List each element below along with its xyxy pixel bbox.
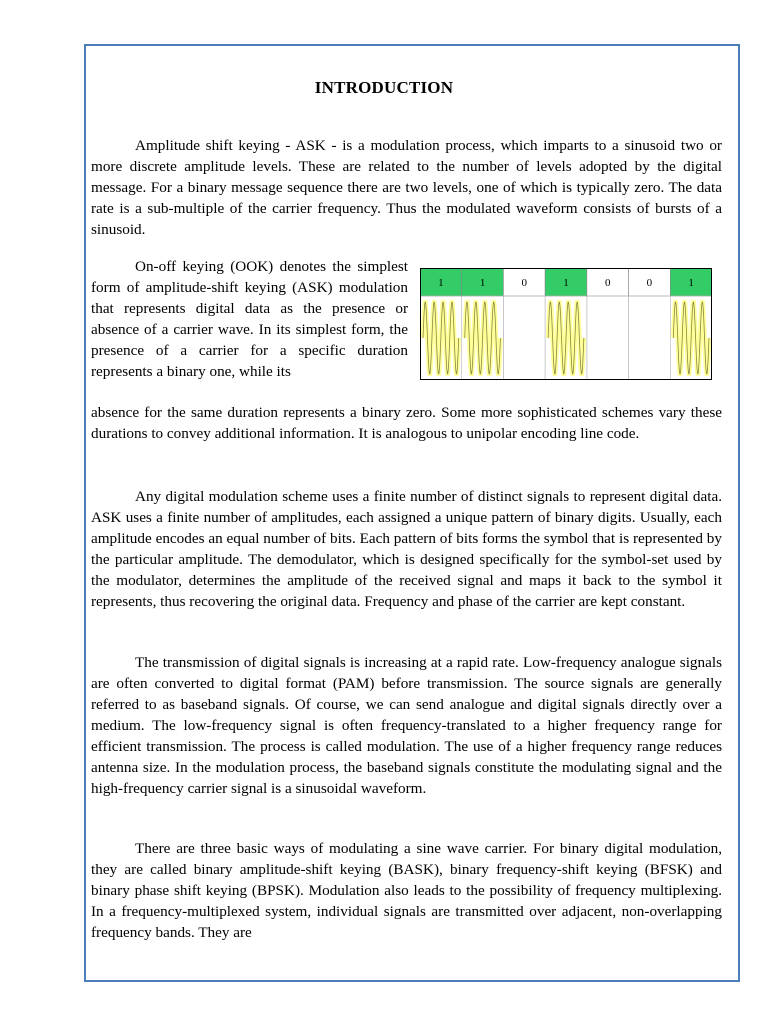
paragraph-text: On-off keying (OOK) denotes the simplest form of amplitude-shift keying (ASK) modulation that represents digital data as the presence or absence of a carrier wave. In its simplest form, the presence of a carrier for a specific duration represents a binary one, while its — [91, 258, 408, 380]
paragraph-text: Any digital modulation scheme uses a finite number of distinct signals to represent digital data. ASK uses a finite number of amplitudes, each assigned a unique pattern of binary digits. Usually, each amplitude encodes an equal number of bits. Each pattern of bits forms the symbol that is represented by the particular amplitude. The demodulator, which is designed specifically for the symbol-set used by the modulator, determines the amplitude of the received signal and maps it back to the symbol it represents, thus recovering the original data. Frequency and phase of the carrier are kept constant. — [91, 488, 722, 610]
bit-label: 1 — [479, 277, 486, 289]
paragraph-ook-continued: absence for the same duration represents a binary zero. Some more sophisticated schemes vary these durations to convey additional information. It is analogous to unipolar encoding line code. — [91, 404, 722, 442]
page-title: INTRODUCTION — [314, 78, 454, 97]
paragraph-ask-definition — [91, 135, 722, 240]
bit-label: 0 — [646, 277, 653, 289]
bit-label: 1 — [688, 277, 694, 289]
paragraph-text: Amplitude shift keying - ASK - is a modulation process, which imparts to a sinusoid two or more discrete amplitude levels. These are related to the number of levels adopted by the digital message. For a binary message sequence there are two levels, one of which is typically zero. The data rate is a sub-multiple of the carrier frequency. Thus the modulated waveform consists of bursts of a sinusoid. — [91, 137, 722, 238]
wave-cell — [503, 296, 545, 380]
ask-waveform-figure — [420, 268, 712, 380]
bit-label: 1 — [438, 277, 444, 289]
paragraph-digital-modulation — [91, 486, 722, 612]
bit-label: 1 — [563, 277, 569, 289]
paragraph-text: The transmission of digital signals is increasing at a rapid rate. Low-frequency analogue signals are often converted to digital format (PAM) before transmission. The source signals are generally referred to as baseband signals. Of course, we can send analogue and digital signals directly over a medium. The low-frequency signal is often frequency-translated to a higher frequency range for efficient transmission. The process is called modulation. The use of a higher frequency range reduces antenna size. In the modulation process, the baseband signals constitute the modulating signal and the high-frequency carrier signal is a sinusoidal waveform. — [91, 654, 722, 797]
paragraph-transmission — [91, 652, 722, 799]
wave-cell — [587, 296, 629, 380]
paragraph-ook-intro — [91, 256, 408, 382]
paragraph-modulation-types — [91, 838, 722, 943]
paragraph-text: There are three basic ways of modulating a sine wave carrier. For binary digital modulation, they are called binary amplitude-shift keying (BASK), binary frequency-shift keying (BFSK) and binary phase shift keying (BPSK). Modulation also leads to the possibility of frequency multiplexing. In a frequency-multiplexed system, individual signals are transmitted over adjacent, non-overlapping frequency bands. They are — [91, 840, 722, 941]
bit-label: 0 — [604, 277, 611, 289]
bit-label: 0 — [521, 277, 528, 289]
wave-cell — [629, 296, 671, 380]
